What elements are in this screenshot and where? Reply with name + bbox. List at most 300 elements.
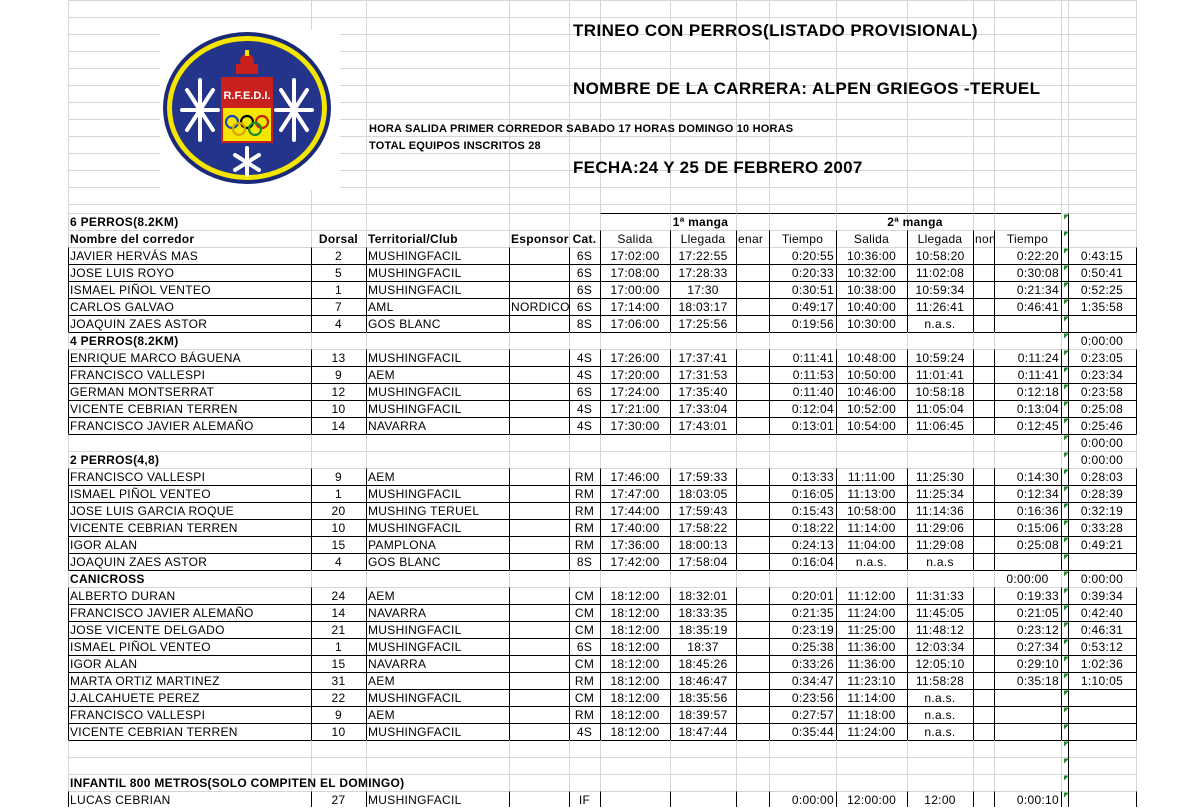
llegada-2: n.a.s.	[924, 724, 956, 739]
llegada-1: 17:25:56	[678, 316, 728, 331]
llegada-2: 11:29:06	[915, 520, 965, 535]
section-subtotal: 0:00:00	[1006, 571, 1049, 586]
runner-category: 4S	[576, 418, 593, 433]
manga-1-header: 1ª manga	[672, 214, 729, 229]
tiempo-2: 0:12:45	[1016, 418, 1059, 433]
runner-club: NAVARRA	[368, 418, 427, 433]
salida-2: 11:25:00	[847, 622, 896, 637]
salida-1: 18:12:00	[610, 724, 660, 739]
runner-name: JOSE LUIS GARCIA ROQUE	[70, 503, 234, 518]
runner-club: MUSHINGFACIL	[368, 401, 462, 416]
runner-name: FRANCISCO VALLESPI	[70, 367, 206, 382]
runner-name: ALBERTO DURAN	[70, 588, 176, 603]
col-cat: Cat.	[572, 231, 597, 246]
salida-2: n.a.s.	[855, 554, 888, 569]
tiempo-2: 0:21:05	[1016, 605, 1059, 620]
llegada-2: 11:01:41	[915, 367, 965, 382]
runner-name: VICENTE CEBRIAN TERREN	[70, 724, 238, 739]
runner-category: RM	[574, 503, 595, 518]
llegada-1: 18:37	[687, 639, 719, 654]
salida-1: 17:14:00	[610, 299, 660, 314]
salida-2: 11:13:00	[847, 486, 896, 501]
tiempo-1: 0:33:26	[791, 656, 834, 671]
salida-2: 10:52:00	[846, 401, 897, 416]
llegada-2: 11:31:33	[915, 588, 965, 603]
salida-2: 11:14:00	[847, 690, 896, 705]
llegada-1: 17:58:04	[678, 554, 728, 569]
tiempo-1: 0:21:35	[791, 605, 834, 620]
rfedi-logo	[160, 30, 340, 190]
salida-1: 18:12:00	[610, 707, 660, 722]
salida-2: 11:24:00	[847, 605, 896, 620]
col-sponsor: Esponsor	[511, 231, 569, 246]
teams-count: TOTAL EQUIPOS INSCRITOS 28	[369, 140, 541, 152]
runner-club: MUSHINGFACIL	[368, 639, 462, 654]
runner-name: FRANCISCO VALLESPI	[70, 469, 206, 484]
runner-club: MUSHING TERUEL	[368, 503, 480, 518]
start-time-info: HORA SALIDA PRIMER CORREDOR SABADO 17 HORAS DOMINGO 10 HORAS	[369, 123, 794, 135]
tiempo-total: 0:28:03	[1080, 469, 1124, 484]
col-salida-1: Salida	[617, 231, 653, 246]
runner-category: 6S	[576, 299, 593, 314]
salida-2: 11:18:00	[847, 707, 896, 722]
tiempo-1: 0:34:47	[791, 673, 834, 688]
runner-club: GOS BLANC	[368, 316, 441, 331]
llegada-2: 12:05:10	[915, 656, 965, 671]
salida-1: 17:06:00	[610, 316, 660, 331]
runner-category: CM	[574, 690, 595, 705]
salida-2: 10:38:00	[846, 282, 897, 297]
tiempo-1: 0:11:40	[792, 384, 834, 399]
col-llegada-1: Llegada	[680, 231, 726, 246]
runner-category: RM	[574, 486, 595, 501]
tiempo-1: 0:15:43	[791, 503, 834, 518]
salida-2: 11:04:00	[847, 537, 896, 552]
runner-club: MUSHINGFACIL	[368, 520, 462, 535]
runner-name: MARTA ORTIZ MARTINEZ	[70, 673, 220, 688]
runner-dorsal: 9	[335, 367, 342, 382]
runner-name: LUCAS CEBRIAN	[70, 792, 171, 807]
runner-name: JOAQUIN ZAES ASTOR	[70, 316, 208, 331]
salida-1: 18:12:00	[610, 588, 660, 603]
runner-club: MUSHINGFACIL	[368, 792, 462, 807]
col-dorsal: Dorsal	[318, 231, 359, 246]
runner-club: PAMPLONA	[368, 537, 437, 552]
runner-club: MUSHINGFACIL	[368, 350, 462, 365]
llegada-2: n.a.s.	[924, 690, 956, 705]
section-header: 2 PERROS(4,8)	[70, 452, 160, 467]
col-club: Territorial/Club	[368, 231, 458, 246]
tiempo-2: 0:21:34	[1016, 282, 1059, 297]
tiempo-1: 0:11:53	[792, 367, 834, 382]
llegada-1: 18:03:05	[678, 486, 728, 501]
salida-2: 11:24:00	[847, 724, 896, 739]
llegada-1: 18:45:26	[678, 656, 728, 671]
llegada-2: 11:05:04	[915, 401, 965, 416]
tiempo-2: 0:29:10	[1016, 656, 1059, 671]
llegada-2: 11:06:45	[915, 418, 965, 433]
runner-category: 4S	[576, 367, 593, 382]
tiempo-1: 0:00:00	[791, 792, 834, 807]
salida-2: 10:40:00	[846, 299, 897, 314]
tiempo-total: 0:25:08	[1080, 401, 1124, 416]
runner-dorsal: 1	[335, 486, 342, 501]
tiempo-2: 0:27:34	[1016, 639, 1059, 654]
llegada-1: 18:33:35	[678, 605, 728, 620]
runner-name: ISMAEL PIÑOL VENTEO	[70, 639, 211, 654]
llegada-1: 18:35:56	[678, 690, 728, 705]
runner-dorsal: 27	[331, 792, 346, 807]
section-total: 0:00:00	[1080, 333, 1124, 348]
salida-1: 17:26:00	[610, 350, 660, 365]
tiempo-1: 0:23:56	[791, 690, 834, 705]
tiempo-1: 0:16:04	[791, 554, 834, 569]
salida-2: 10:32:00	[846, 265, 897, 280]
tiempo-2: 0:19:33	[1016, 588, 1059, 603]
salida-1: 18:12:00	[610, 673, 660, 688]
salida-1: 17:46:00	[610, 469, 660, 484]
llegada-1: 17:33:04	[678, 401, 728, 416]
llegada-2: 11:25:34	[915, 486, 965, 501]
runner-name: FRANCISCO JAVIER ALEMAÑO	[70, 418, 254, 433]
tiempo-total: 0:33:28	[1080, 520, 1124, 535]
runner-name: VICENTE CEBRIAN TERREN	[70, 401, 238, 416]
runner-dorsal: 22	[331, 690, 346, 705]
llegada-1: 17:58:22	[678, 520, 728, 535]
tiempo-1: 0:27:57	[791, 707, 834, 722]
tiempo-1: 0:35:44	[791, 724, 834, 739]
col-llegada-2: Llegada	[917, 231, 963, 246]
runner-name: GERMAN MONTSERRAT	[70, 384, 215, 399]
llegada-2: 11:02:08	[915, 265, 965, 280]
llegada-1: 17:28:33	[678, 265, 728, 280]
runner-dorsal: 10	[331, 520, 346, 535]
runner-name: ISMAEL PIÑOL VENTEO	[70, 486, 211, 501]
page-title: TRINEO CON PERROS(LISTADO PROVISIONAL)	[573, 21, 978, 40]
tiempo-total: 1:10:05	[1080, 673, 1124, 688]
runner-dorsal: 4	[335, 316, 342, 331]
runner-name: CARLOS GALVAO	[70, 299, 175, 314]
salida-1: 17:00:00	[610, 282, 660, 297]
salida-1: 17:30:00	[610, 418, 660, 433]
tiempo-2: 0:25:08	[1016, 537, 1059, 552]
tiempo-1: 0:11:41	[792, 350, 834, 365]
runner-club: MUSHINGFACIL	[368, 486, 462, 501]
runner-club: MUSHINGFACIL	[368, 282, 462, 297]
runner-dorsal: 12	[331, 384, 346, 399]
runner-name: JOSE LUIS ROYO	[70, 265, 175, 280]
llegada-2: n.a.s	[926, 554, 954, 569]
event-date: FECHA:24 Y 25 DE FEBRERO 2007	[573, 158, 863, 177]
salida-1: 17:47:00	[610, 486, 660, 501]
runner-dorsal: 2	[335, 248, 342, 263]
runner-name: JOAQUIN ZAES ASTOR	[70, 554, 208, 569]
runner-dorsal: 7	[335, 299, 342, 314]
tiempo-2: 0:30:08	[1016, 265, 1059, 280]
llegada-2: n.a.s.	[924, 316, 956, 331]
tiempo-total: 0:42:40	[1080, 605, 1124, 620]
tiempo-2: 0:11:41	[1017, 367, 1059, 382]
llegada-1: 17:35:40	[678, 384, 728, 399]
llegada-1: 17:59:43	[678, 503, 728, 518]
salida-2: 11:23:10	[847, 673, 896, 688]
runner-club: NAVARRA	[368, 656, 427, 671]
salida-1: 18:12:00	[610, 690, 660, 705]
salida-1: 18:12:00	[610, 605, 660, 620]
llegada-2: 12:03:34	[915, 639, 965, 654]
tiempo-1: 0:16:05	[791, 486, 834, 501]
tiempo-total: 0:49:21	[1080, 537, 1124, 552]
salida-2: 10:50:00	[846, 367, 897, 382]
tiempo-total: 0:23:58	[1080, 384, 1124, 399]
tiempo-total: 1:35:58	[1080, 299, 1124, 314]
tiempo-2: 0:12:18	[1016, 384, 1059, 399]
runner-dorsal: 31	[331, 673, 346, 688]
salida-1: 17:08:00	[610, 265, 660, 280]
salida-1: 18:12:00	[610, 622, 660, 637]
llegada-1: 17:43:01	[678, 418, 728, 433]
llegada-2: 11:29:08	[915, 537, 965, 552]
tiempo-2: 0:23:12	[1016, 622, 1059, 637]
col-tiempo-2: Tiempo	[1006, 231, 1049, 246]
runner-club: MUSHINGFACIL	[368, 265, 462, 280]
runner-dorsal: 9	[335, 707, 342, 722]
runner-category: 6S	[576, 265, 593, 280]
salida-2: 10:58:00	[846, 503, 897, 518]
runner-name: J.ALCAHUETE PEREZ	[70, 690, 200, 705]
runner-dorsal: 1	[335, 639, 342, 654]
runner-dorsal: 14	[331, 418, 346, 433]
runner-category: CM	[574, 656, 595, 671]
tiempo-1: 0:20:55	[791, 248, 834, 263]
tiempo-1: 0:20:33	[791, 265, 834, 280]
section-total: 0:00:00	[1080, 435, 1124, 450]
runner-category: RM	[574, 469, 595, 484]
runner-club: NAVARRA	[368, 605, 427, 620]
salida-1: 17:02:00	[610, 248, 660, 263]
tiempo-1: 0:24:13	[791, 537, 834, 552]
salida-2: 12:00:00	[846, 792, 897, 807]
runner-dorsal: 13	[331, 350, 346, 365]
runner-category: 4S	[576, 724, 593, 739]
runner-category: CM	[574, 605, 595, 620]
tiempo-total: 0:52:25	[1080, 282, 1124, 297]
salida-1: 18:12:00	[610, 656, 660, 671]
runner-club: MUSHINGFACIL	[368, 622, 462, 637]
runner-category: 4S	[576, 350, 593, 365]
race-name: NOMBRE DE LA CARRERA: ALPEN GRIEGOS -TERUEL	[573, 79, 1041, 98]
logo-text: R.F.E.D.I.	[223, 90, 271, 102]
tiempo-total: 0:23:05	[1080, 350, 1124, 365]
salida-1: 17:40:00	[610, 520, 660, 535]
runner-dorsal: 21	[331, 622, 346, 637]
tiempo-2: 0:00:10	[1016, 792, 1059, 807]
tiempo-2: 0:22:20	[1016, 248, 1059, 263]
salida-2: 11:36:00	[847, 639, 896, 654]
runner-category: 6S	[576, 384, 593, 399]
tiempo-total: 0:39:34	[1080, 588, 1124, 603]
tiempo-1: 0:13:33	[791, 469, 834, 484]
salida-1: 18:12:00	[610, 639, 660, 654]
runner-category: 8S	[576, 554, 593, 569]
runner-sponsor: NORDICO	[511, 299, 570, 314]
manga-2-header: 2ª manga	[887, 214, 943, 229]
section-header: 4 PERROS(8.2KM)	[70, 333, 179, 348]
tiempo-total: 0:23:34	[1080, 367, 1124, 382]
col-tiempo-1: Tiempo	[781, 231, 824, 246]
col-salida-2: Salida	[853, 231, 890, 246]
runner-dorsal: 5	[335, 265, 342, 280]
runner-name: ENRIQUE MARCO BÁGUENA	[70, 350, 241, 365]
runner-name: JOSE VICENTE DELGADO	[70, 622, 225, 637]
runner-name: ISMAEL PIÑOL VENTEO	[70, 282, 211, 297]
runner-category: CM	[574, 588, 595, 603]
runner-category: IF	[578, 792, 591, 807]
tiempo-1: 0:30:51	[791, 282, 834, 297]
tiempo-1: 0:13:01	[791, 418, 834, 433]
tiempo-2: 0:11:24	[1017, 350, 1059, 365]
runner-dorsal: 10	[331, 401, 346, 416]
section-header: INFANTIL 800 METROS(SOLO COMPITEN EL DOMINGO)	[70, 775, 405, 790]
llegada-2: 10:59:34	[915, 282, 965, 297]
runner-category: CM	[574, 622, 595, 637]
llegada-1: 17:30	[687, 282, 719, 297]
tiempo-total: 0:25:46	[1080, 418, 1124, 433]
salida-2: 10:30:00	[846, 316, 897, 331]
tiempo-1: 0:18:22	[791, 520, 834, 535]
tiempo-1: 0:49:17	[791, 299, 834, 314]
salida-2: 11:12:00	[847, 588, 896, 603]
llegada-2: 11:58:28	[915, 673, 965, 688]
runner-category: 6S	[576, 248, 593, 263]
runner-club: AML	[368, 299, 394, 314]
runner-dorsal: 4	[335, 554, 342, 569]
tiempo-2: 0:35:18	[1016, 673, 1059, 688]
tiempo-total: 0:32:19	[1080, 503, 1124, 518]
runner-club: MUSHINGFACIL	[368, 690, 462, 705]
llegada-1: 17:31:53	[678, 367, 728, 382]
col-penal-2: non	[975, 231, 996, 246]
tiempo-1: 0:12:04	[791, 401, 834, 416]
col-penal-1: enar	[738, 231, 764, 246]
col-name: Nombre del corredor	[70, 231, 195, 246]
runner-club: AEM	[368, 588, 395, 603]
runner-dorsal: 15	[331, 656, 346, 671]
salida-2: 10:54:00	[846, 418, 897, 433]
tiempo-total: 0:28:39	[1080, 486, 1124, 501]
runner-category: RM	[574, 673, 595, 688]
salida-2: 11:36:00	[847, 656, 896, 671]
runner-club: MUSHINGFACIL	[368, 724, 462, 739]
section-total: 0:00:00	[1080, 571, 1124, 586]
runner-category: RM	[574, 520, 595, 535]
llegada-2: 11:25:30	[915, 469, 965, 484]
runner-club: AEM	[368, 469, 395, 484]
runner-category: 6S	[576, 639, 593, 654]
tiempo-total: 0:43:15	[1080, 248, 1124, 263]
runner-category: 8S	[576, 316, 593, 331]
runner-dorsal: 9	[335, 469, 342, 484]
runner-dorsal: 20	[331, 503, 346, 518]
llegada-2: 11:14:36	[915, 503, 965, 518]
tiempo-2: 0:12:34	[1016, 486, 1059, 501]
section-total: 0:00:00	[1080, 452, 1124, 467]
tiempo-total: 1:02:36	[1080, 656, 1124, 671]
salida-1: 17:44:00	[610, 503, 660, 518]
llegada-2: n.a.s.	[924, 707, 956, 722]
llegada-1: 17:37:41	[678, 350, 728, 365]
salida-1: 17:21:00	[610, 401, 660, 416]
runner-dorsal: 15	[331, 537, 346, 552]
runner-category: 6S	[576, 282, 593, 297]
tiempo-2: 0:16:36	[1016, 503, 1059, 518]
salida-1: 17:24:00	[610, 384, 660, 399]
tiempo-1: 0:23:19	[791, 622, 834, 637]
runner-dorsal: 24	[331, 588, 346, 603]
runner-category: 4S	[576, 401, 593, 416]
section-header: 6 PERROS(8.2KM)	[70, 214, 179, 229]
tiempo-total: 0:53:12	[1080, 639, 1124, 654]
salida-2: 11:11:00	[847, 469, 896, 484]
llegada-2: 10:59:24	[915, 350, 965, 365]
salida-1: 17:36:00	[610, 537, 660, 552]
llegada-2: 11:26:41	[915, 299, 965, 314]
runner-club: AEM	[368, 367, 395, 382]
llegada-2: 12:00	[924, 792, 956, 807]
salida-1: 17:20:00	[610, 367, 660, 382]
tiempo-2: 0:46:41	[1016, 299, 1059, 314]
runner-category: RM	[574, 707, 595, 722]
salida-2: 11:14:00	[847, 520, 896, 535]
runner-name: FRANCISCO VALLESPI	[70, 707, 206, 722]
runner-name: JAVIER HERVÁS MAS	[70, 248, 199, 263]
runner-category: RM	[574, 537, 595, 552]
llegada-1: 18:47:44	[678, 724, 728, 739]
salida-2: 10:48:00	[846, 350, 897, 365]
salida-2: 10:46:00	[846, 384, 897, 399]
runner-club: GOS BLANC	[368, 554, 441, 569]
runner-name: IGOR ALAN	[70, 537, 138, 552]
runner-name: FRANCISCO JAVIER ALEMAÑO	[70, 605, 254, 620]
tiempo-1: 0:20:01	[791, 588, 834, 603]
tiempo-2: 0:14:30	[1016, 469, 1059, 484]
tiempo-2: 0:13:04	[1016, 401, 1059, 416]
llegada-2: 10:58:20	[915, 248, 965, 263]
llegada-1: 18:35:19	[678, 622, 728, 637]
runner-club: AEM	[368, 707, 395, 722]
runner-dorsal: 1	[335, 282, 342, 297]
runner-club: AEM	[368, 673, 395, 688]
runner-club: MUSHINGFACIL	[368, 384, 462, 399]
llegada-1: 18:39:57	[678, 707, 728, 722]
llegada-1: 18:03:17	[678, 299, 728, 314]
section-header: CANICROSS	[70, 571, 145, 586]
runner-dorsal: 10	[331, 724, 346, 739]
runner-dorsal: 14	[331, 605, 346, 620]
llegada-2: 11:48:12	[915, 622, 965, 637]
llegada-1: 18:46:47	[678, 673, 728, 688]
tiempo-1: 0:25:38	[791, 639, 834, 654]
tiempo-2: 0:15:06	[1016, 520, 1059, 535]
llegada-1: 18:32:01	[678, 588, 728, 603]
tiempo-total: 0:50:41	[1080, 265, 1124, 280]
llegada-2: 11:45:05	[915, 605, 965, 620]
llegada-1: 17:22:55	[678, 248, 728, 263]
runner-club: MUSHINGFACIL	[368, 248, 462, 263]
tiempo-total: 0:46:31	[1080, 622, 1124, 637]
salida-1: 17:42:00	[610, 554, 660, 569]
llegada-2: 10:58:18	[915, 384, 965, 399]
